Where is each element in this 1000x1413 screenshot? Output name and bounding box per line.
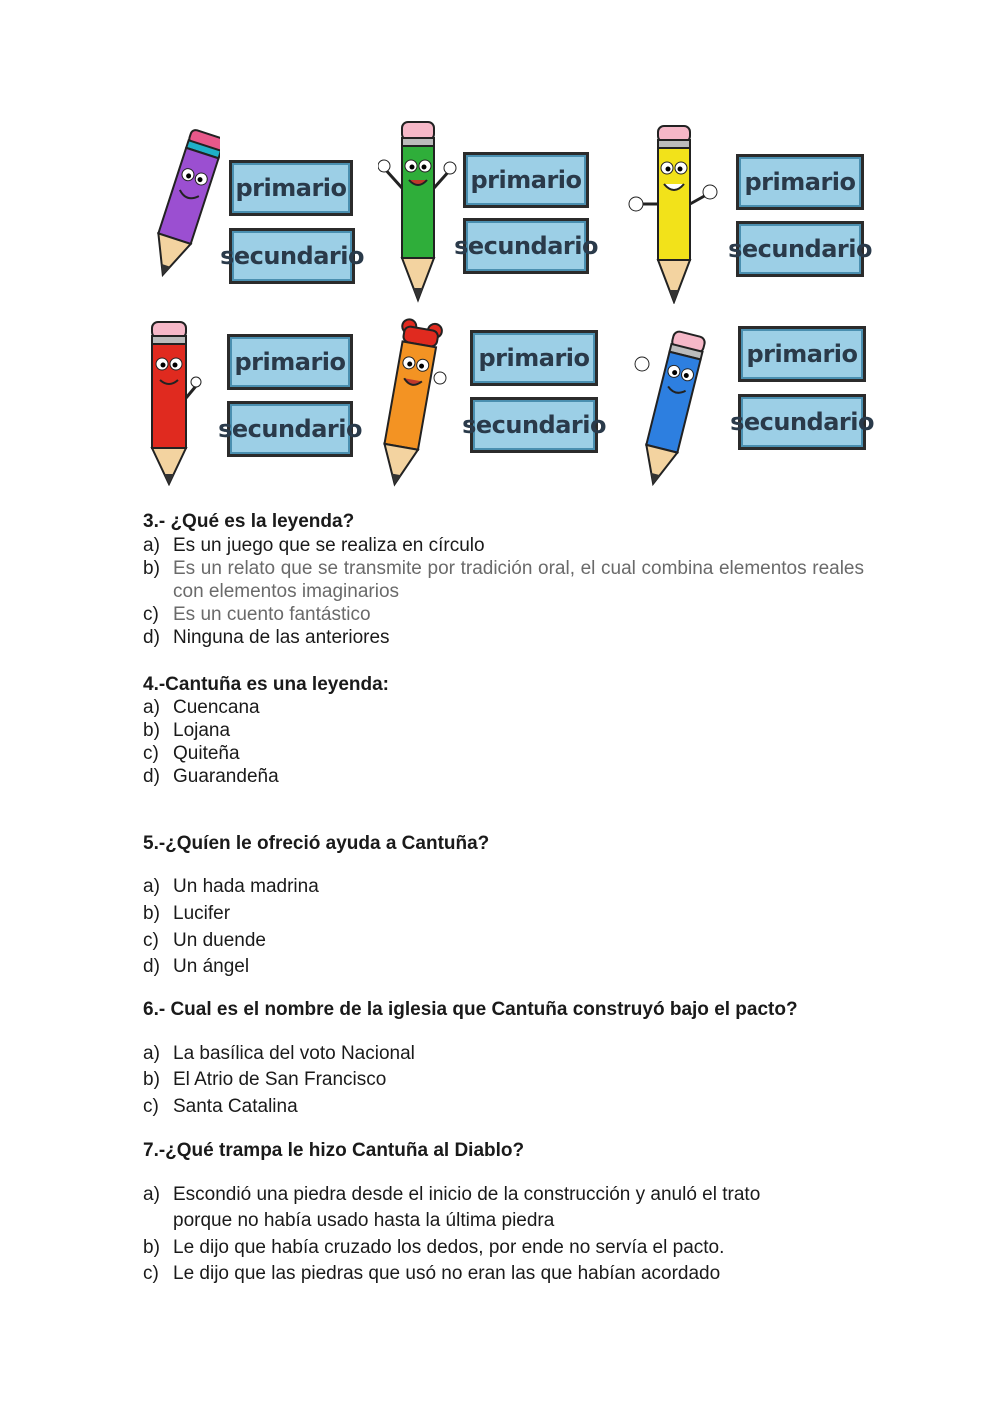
question-4-option-c[interactable]: c) Quiteña (143, 743, 240, 764)
question-4-option-b[interactable]: b) Lojana (143, 720, 231, 741)
pencil-6-primario-button[interactable]: primario (738, 326, 866, 382)
question-5-option-d[interactable]: d) Un ángel (143, 956, 250, 977)
pencil-3-secundario-button[interactable]: secundario (736, 221, 864, 277)
question-6-title: 6.- Cual es el nombre de la iglesia que Cantuña construyó bajo el pacto? (143, 999, 798, 1020)
pencil-6-secundario-button[interactable]: secundario (738, 394, 866, 450)
purple-pencil-icon (150, 120, 220, 285)
question-7-title: 7.-¿Qué trampa le hizo Cantuña al Diablo? (143, 1140, 525, 1161)
question-7-option-c[interactable]: c) Le dijo que las piedras que usó no eran las que habían acordado (143, 1263, 721, 1284)
question-4-title: 4.-Cantuña es una leyenda: (143, 674, 390, 695)
question-5-option-a[interactable]: a) Un hada madrina (143, 876, 319, 897)
pencil-2-secundario-button[interactable]: secundario (463, 218, 589, 274)
question-5-title: 5.-¿Quíen le ofreció ayuda a Cantuña? (143, 833, 490, 854)
pencil-4-secundario-button[interactable]: secundario (227, 401, 353, 457)
red-pencil-icon (142, 318, 202, 486)
question-7-option-a[interactable]: a) Escondió una piedra desde el inicio de la construcción y anuló el trato porque no había usado hasta la última piedra (143, 1184, 761, 1231)
orange-pencil-icon (376, 318, 448, 488)
yellow-pencil-icon (628, 122, 720, 304)
question-3-option-a[interactable]: a) Es un juego que se realiza en círculo (143, 535, 485, 556)
pencil-5-primario-button[interactable]: primario (470, 330, 598, 386)
question-4-option-a[interactable]: a) Cuencana (143, 697, 260, 718)
question-3-option-c[interactable]: c) Es un cuento fantástico (143, 604, 371, 625)
question-7-option-b[interactable]: b) Le dijo que había cruzado los dedos, por ende no servía el pacto. (143, 1237, 725, 1258)
pencil-1-secundario-button[interactable]: secundario (229, 228, 355, 284)
green-pencil-icon (378, 118, 458, 303)
pencil-1-primario-button[interactable]: primario (229, 160, 353, 216)
question-3-option-d[interactable]: d) Ninguna de las anteriores (143, 627, 390, 648)
question-3-title: 3.- ¿Qué es la leyenda? (143, 511, 355, 532)
question-5-option-b[interactable]: b) Lucifer (143, 903, 231, 924)
question-6-option-a[interactable]: a) La basílica del voto Nacional (143, 1043, 415, 1064)
question-4-option-d[interactable]: d) Guarandeña (143, 766, 279, 787)
question-6-option-c[interactable]: c) Santa Catalina (143, 1096, 298, 1117)
question-5-option-c[interactable]: c) Un duende (143, 930, 266, 951)
question-3-option-b[interactable]: b) Es un relato que se transmite por tradición oral, el cual combina elementos reales con elementos imaginarios (143, 558, 864, 602)
pencil-4-primario-button[interactable]: primario (227, 334, 353, 390)
question-6-option-b[interactable]: b) El Atrio de San Francisco (143, 1069, 387, 1090)
pencil-2-primario-button[interactable]: primario (463, 152, 589, 208)
pencil-5-secundario-button[interactable]: secundario (470, 397, 598, 453)
pencil-3-primario-button[interactable]: primario (736, 154, 864, 210)
blue-pencil-icon (632, 328, 712, 488)
